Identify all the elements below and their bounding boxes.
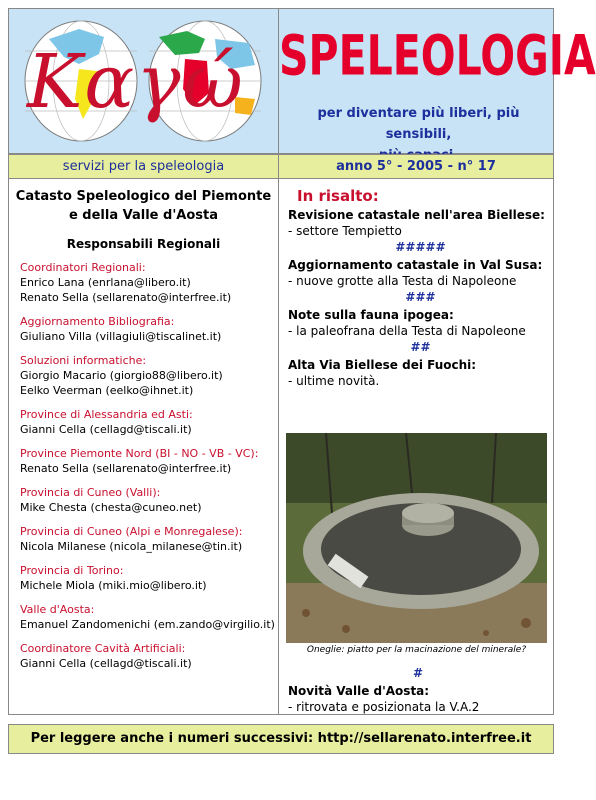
contact-group [20,260,278,305]
contact-group [20,641,278,671]
contact-person: Mike Chesta (chesta@cuneo.net) [20,501,202,514]
contact-person: Gianni Cella (cellagd@tiscali.it) [20,423,192,436]
highlight-detail: - la paleofrana della Testa di Napoleone [288,324,526,338]
contact-role: Provincia di Cuneo (Alpi e Monregalese): [20,525,243,538]
separator-hash: ### [405,290,436,304]
contact-person: Gianni Cella (cellagd@tiscali.it) [20,657,192,670]
contact-person: Emanuel Zandomenichi (em.zando@virgilio.it) [20,618,275,631]
contact-role: Valle d'Aosta: [20,603,95,616]
band-services: servizi per la speleologia [9,155,279,178]
contact-person: Enrico Lana (enrlana@libero.it) [20,276,191,289]
contact-group [20,407,278,437]
contacts-column [8,179,279,715]
info-band [8,154,554,179]
subtitle-line-1: per diventare più liberi, più sensibili, [317,106,520,142]
highlight-heading: Revisione catastale nell'area Biellese: [288,208,545,222]
highlight-detail: - nuove grotte alla Testa di Napoleone [288,274,517,288]
highlights-heading: In risalto: [297,187,379,205]
newsletter-page [8,8,596,754]
contact-group [20,353,278,398]
catasto-title-line-2: e della Valle d'Aosta [68,208,219,223]
contact-role: Aggiornamento Bibliografia: [20,315,175,328]
contact-role: Soluzioni informatiche: [20,354,147,367]
logo-panel [8,8,279,154]
contact-person: Renato Sella (sellarenato@interfree.it) [20,291,232,304]
highlight-heading: Alta Via Biellese dei Fuochi: [288,358,477,372]
contact-role: Provincia di Torino: [20,564,124,577]
aosta-news-heading: Novità Valle d'Aosta: [288,684,430,698]
header [8,8,596,154]
photo-caption: Oneglie: piatto per la macinazione del minerale? [306,645,527,655]
contact-person: Giuliano Villa (villagiuli@tiscalinet.it) [20,330,222,343]
contact-group [20,446,278,476]
contact-group [20,563,278,593]
logo-wordmark: Καγώ [27,39,245,125]
contact-role: Province Piemonte Nord (BI - NO - VB - VC): [20,447,259,460]
footer-link[interactable]: Per leggere anche i numeri successivi: http://sellarenato.interfree.it [8,724,554,754]
highlights-column [279,179,554,715]
highlights-list [279,207,553,389]
aosta-news-detail: - ritrovata e posizionata la V.A.2 [288,700,480,714]
contact-person: Nicola Milanese (nicola_milanese@tin.it) [20,540,243,553]
contact-person: Giorgio Macario (giorgio88@libero.it) [20,369,223,382]
contact-person: Renato Sella (sellarenato@interfree.it) [20,462,232,475]
contact-role: Coordinatori Regionali: [20,261,146,274]
separator-hash: # [412,666,424,680]
catasto-title-line-1: Catasto Speleologico del Piemonte [15,189,272,204]
contact-group [20,314,278,344]
contact-groups [9,260,278,671]
highlight-heading: Aggiornamento catastale in Val Susa: [288,258,543,272]
aosta-news [288,665,548,715]
separator-hash: ## [410,340,431,354]
contact-group [20,524,278,554]
highlight-detail: - settore Tempietto [288,224,402,238]
contact-role: Provincia di Cuneo (Valli): [20,486,161,499]
separator-hash: ##### [395,240,446,254]
contact-role: Province di Alessandria ed Asti: [20,408,193,421]
contact-group [20,602,278,632]
contact-person: Michele Miola (miki.mio@libero.it) [20,579,207,592]
contact-role: Coordinatore Cavità Artificiali: [20,642,186,655]
millstone-photo [286,433,547,643]
highlight-detail: - ultime novità. [288,374,380,388]
band-issue: anno 5° - 2005 - n° 17 [336,159,496,174]
catasto-title [9,187,278,225]
contact-person: Eelko Veerman (eelko@ihnet.it) [20,384,194,397]
masthead-title: SPELEOLOGIA [279,23,596,88]
highlight-heading: Note sulla fauna ipogea: [288,308,454,322]
title-panel [279,8,596,154]
contact-group [20,485,278,515]
responsabili-heading: Responsabili Regionali [66,237,221,251]
